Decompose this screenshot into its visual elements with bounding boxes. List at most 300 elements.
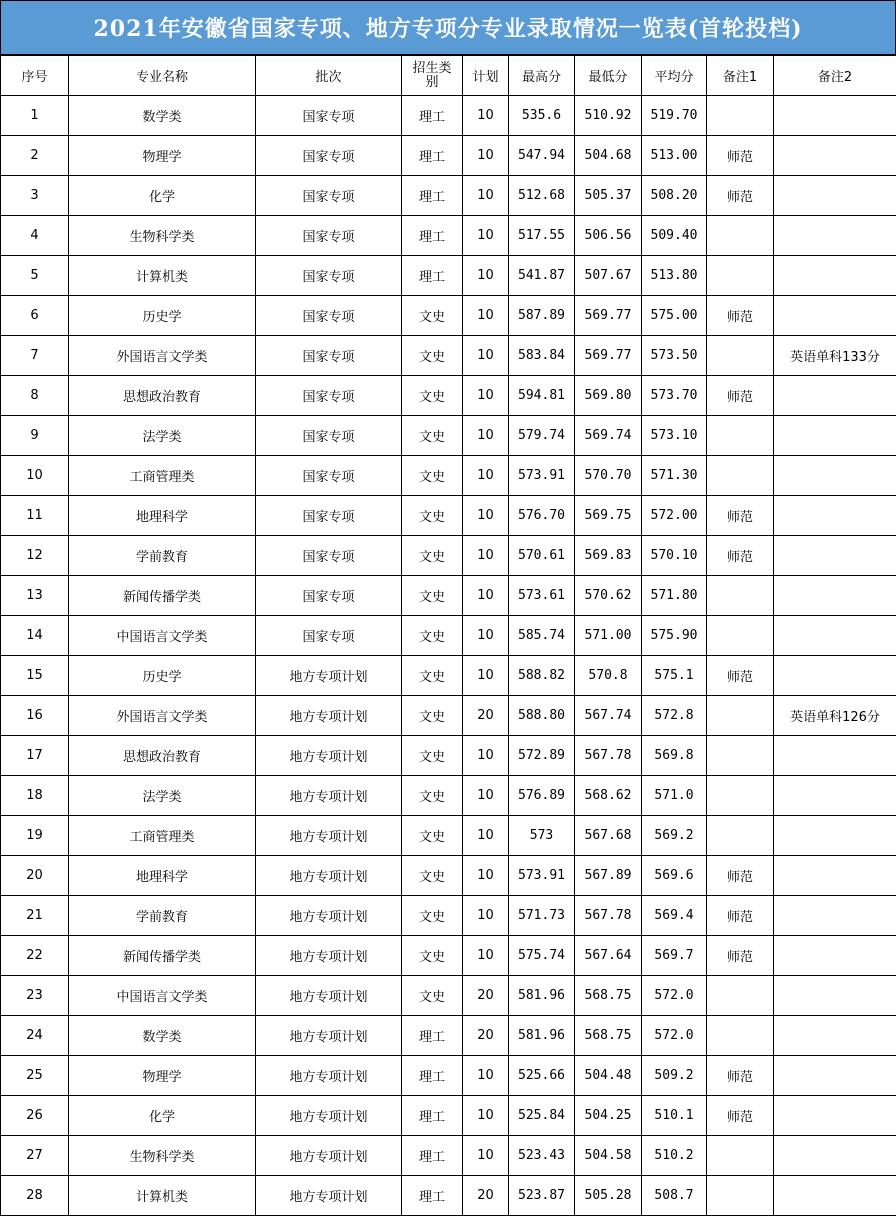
cell-category: 文史 [402,296,463,336]
cell-min-score: 505.37 [575,176,642,216]
cell-major: 法学类 [69,416,256,456]
cell-max-score: 570.61 [509,536,575,576]
cell-max-score: 523.87 [509,1176,575,1216]
cell-max-score: 587.89 [509,296,575,336]
cell-plan: 10 [463,936,509,976]
cell-plan: 20 [463,976,509,1016]
cell-batch: 国家专项 [256,136,402,176]
cell-note2 [774,1096,896,1136]
cell-max-score: 525.84 [509,1096,575,1136]
cell-note2 [774,256,896,296]
cell-category: 文史 [402,376,463,416]
cell-plan: 10 [463,376,509,416]
cell-category: 文史 [402,536,463,576]
cell-plan: 10 [463,256,509,296]
cell-category: 理工 [402,1016,463,1056]
cell-category: 理工 [402,256,463,296]
cell-plan: 10 [463,176,509,216]
table-row [1,616,896,656]
cell-plan: 20 [463,1176,509,1216]
cell-batch: 国家专项 [256,576,402,616]
cell-max-score: 573.91 [509,456,575,496]
cell-note1 [707,1016,774,1056]
cell-batch: 国家专项 [256,416,402,456]
cell-max-score: 571.73 [509,896,575,936]
cell-major: 工商管理类 [69,816,256,856]
cell-index: 27 [1,1136,69,1176]
cell-note1 [707,416,774,456]
cell-avg-score: 571.30 [642,456,707,496]
cell-min-score: 568.75 [575,1016,642,1056]
cell-note2 [774,216,896,256]
cell-min-score: 567.89 [575,856,642,896]
table-row [1,336,896,376]
cell-min-score: 570.8 [575,656,642,696]
cell-index: 22 [1,936,69,976]
cell-note2: 英语单科126分 [774,696,896,736]
cell-min-score: 507.67 [575,256,642,296]
cell-plan: 20 [463,1016,509,1056]
cell-batch: 国家专项 [256,336,402,376]
cell-min-score: 569.77 [575,296,642,336]
cell-major: 工商管理类 [69,456,256,496]
cell-note1 [707,1136,774,1176]
table-row [1,1056,896,1096]
cell-note1 [707,1176,774,1216]
cell-major: 地理科学 [69,496,256,536]
header-batch: 批次 [256,56,402,96]
cell-plan: 10 [463,576,509,616]
header-note2: 备注2 [774,56,896,96]
cell-avg-score: 513.80 [642,256,707,296]
cell-category: 文史 [402,856,463,896]
cell-plan: 10 [463,96,509,136]
cell-max-score: 588.80 [509,696,575,736]
cell-index: 23 [1,976,69,1016]
cell-max-score: 573 [509,816,575,856]
cell-category: 理工 [402,1096,463,1136]
table-row [1,416,896,456]
header-max-score: 最高分 [509,56,575,96]
cell-index: 14 [1,616,69,656]
cell-note2 [774,536,896,576]
table-row [1,216,896,256]
cell-major: 外国语言文学类 [69,336,256,376]
cell-max-score: 576.70 [509,496,575,536]
cell-major: 数学类 [69,1016,256,1056]
cell-min-score: 571.00 [575,616,642,656]
cell-batch: 地方专项计划 [256,736,402,776]
cell-category: 理工 [402,1056,463,1096]
cell-note2 [774,896,896,936]
cell-index: 6 [1,296,69,336]
cell-min-score: 569.83 [575,536,642,576]
cell-note2 [774,1136,896,1176]
cell-avg-score: 571.0 [642,776,707,816]
cell-note2: 英语单科133分 [774,336,896,376]
cell-batch: 国家专项 [256,376,402,416]
cell-avg-score: 573.10 [642,416,707,456]
cell-category: 理工 [402,176,463,216]
cell-major: 计算机类 [69,256,256,296]
cell-category: 理工 [402,216,463,256]
cell-plan: 10 [463,136,509,176]
table-row [1,896,896,936]
cell-note1 [707,336,774,376]
cell-category: 文史 [402,816,463,856]
cell-note2 [774,1056,896,1096]
cell-plan: 10 [463,456,509,496]
cell-major: 地理科学 [69,856,256,896]
cell-index: 20 [1,856,69,896]
cell-category: 文史 [402,896,463,936]
cell-index: 9 [1,416,69,456]
cell-plan: 10 [463,1096,509,1136]
header-note1: 备注1 [707,56,774,96]
header-avg-score: 平均分 [642,56,707,96]
cell-note1 [707,776,774,816]
table-row [1,976,896,1016]
cell-min-score: 504.58 [575,1136,642,1176]
cell-note1 [707,216,774,256]
cell-avg-score: 509.2 [642,1056,707,1096]
cell-major: 思想政治教育 [69,736,256,776]
cell-max-score: 517.55 [509,216,575,256]
cell-batch: 地方专项计划 [256,1056,402,1096]
cell-note1: 师范 [707,856,774,896]
cell-note1 [707,616,774,656]
cell-note2 [774,176,896,216]
cell-max-score: 585.74 [509,616,575,656]
cell-note1 [707,96,774,136]
cell-category: 文史 [402,456,463,496]
cell-batch: 地方专项计划 [256,696,402,736]
cell-note2 [774,416,896,456]
cell-batch: 地方专项计划 [256,856,402,896]
cell-note1: 师范 [707,176,774,216]
cell-major: 化学 [69,176,256,216]
cell-batch: 地方专项计划 [256,1096,402,1136]
cell-index: 24 [1,1016,69,1056]
cell-category: 文史 [402,976,463,1016]
cell-avg-score: 571.80 [642,576,707,616]
cell-major: 历史学 [69,656,256,696]
table-row [1,456,896,496]
cell-plan: 10 [463,1056,509,1096]
cell-plan: 10 [463,496,509,536]
table-row [1,696,896,736]
cell-category: 文史 [402,336,463,376]
cell-batch: 地方专项计划 [256,656,402,696]
cell-note2 [774,456,896,496]
cell-major: 历史学 [69,296,256,336]
cell-category: 文史 [402,416,463,456]
cell-max-score: 547.94 [509,136,575,176]
cell-note1: 师范 [707,1056,774,1096]
cell-max-score: 573.61 [509,576,575,616]
cell-avg-score: 575.1 [642,656,707,696]
cell-avg-score: 569.7 [642,936,707,976]
cell-batch: 国家专项 [256,456,402,496]
cell-major: 计算机类 [69,1176,256,1216]
cell-avg-score: 572.00 [642,496,707,536]
cell-major: 新闻传播学类 [69,936,256,976]
cell-note1: 师范 [707,1096,774,1136]
table-row [1,816,896,856]
cell-note1 [707,576,774,616]
cell-index: 11 [1,496,69,536]
cell-avg-score: 575.90 [642,616,707,656]
cell-plan: 10 [463,616,509,656]
cell-avg-score: 572.0 [642,976,707,1016]
cell-min-score: 567.68 [575,816,642,856]
cell-category: 理工 [402,96,463,136]
cell-min-score: 506.56 [575,216,642,256]
cell-index: 12 [1,536,69,576]
cell-max-score: 594.81 [509,376,575,416]
cell-note2 [774,936,896,976]
cell-avg-score: 513.00 [642,136,707,176]
cell-avg-score: 510.2 [642,1136,707,1176]
cell-avg-score: 569.2 [642,816,707,856]
header-index: 序号 [1,56,69,96]
cell-note2 [774,576,896,616]
cell-note2 [774,376,896,416]
cell-batch: 国家专项 [256,176,402,216]
cell-avg-score: 509.40 [642,216,707,256]
cell-avg-score: 573.70 [642,376,707,416]
table-row [1,1016,896,1056]
cell-min-score: 567.78 [575,896,642,936]
cell-min-score: 567.74 [575,696,642,736]
cell-avg-score: 573.50 [642,336,707,376]
cell-index: 28 [1,1176,69,1216]
cell-note1 [707,456,774,496]
cell-index: 4 [1,216,69,256]
cell-major: 新闻传播学类 [69,576,256,616]
cell-category: 理工 [402,136,463,176]
cell-plan: 10 [463,216,509,256]
cell-avg-score: 570.10 [642,536,707,576]
cell-major: 学前教育 [69,536,256,576]
cell-batch: 地方专项计划 [256,776,402,816]
table-row [1,1096,896,1136]
cell-note2 [774,496,896,536]
cell-plan: 10 [463,1136,509,1176]
table-row [1,536,896,576]
cell-plan: 10 [463,296,509,336]
cell-min-score: 567.64 [575,936,642,976]
cell-batch: 国家专项 [256,296,402,336]
cell-batch: 地方专项计划 [256,1016,402,1056]
cell-note2 [774,776,896,816]
cell-min-score: 505.28 [575,1176,642,1216]
cell-note1: 师范 [707,136,774,176]
cell-batch: 地方专项计划 [256,1176,402,1216]
cell-category: 文史 [402,736,463,776]
cell-plan: 10 [463,736,509,776]
cell-category: 理工 [402,1136,463,1176]
cell-plan: 10 [463,536,509,576]
cell-note1: 师范 [707,296,774,336]
cell-avg-score: 510.1 [642,1096,707,1136]
cell-min-score: 570.70 [575,456,642,496]
cell-major: 物理学 [69,136,256,176]
cell-note2 [774,656,896,696]
cell-index: 5 [1,256,69,296]
cell-note1 [707,816,774,856]
table-row [1,96,896,136]
cell-major: 物理学 [69,1056,256,1096]
cell-major: 思想政治教育 [69,376,256,416]
cell-category: 文史 [402,696,463,736]
table-row [1,776,896,816]
cell-index: 21 [1,896,69,936]
cell-major: 法学类 [69,776,256,816]
cell-min-score: 569.80 [575,376,642,416]
cell-note1: 师范 [707,656,774,696]
table-row [1,736,896,776]
cell-avg-score: 508.20 [642,176,707,216]
cell-min-score: 510.92 [575,96,642,136]
cell-plan: 10 [463,896,509,936]
cell-plan: 10 [463,776,509,816]
cell-avg-score: 519.70 [642,96,707,136]
cell-index: 10 [1,456,69,496]
table-row [1,656,896,696]
cell-index: 26 [1,1096,69,1136]
cell-max-score: 523.43 [509,1136,575,1176]
cell-note2 [774,816,896,856]
table-row [1,176,896,216]
cell-plan: 10 [463,336,509,376]
cell-plan: 10 [463,656,509,696]
cell-batch: 地方专项计划 [256,936,402,976]
cell-max-score: 525.66 [509,1056,575,1096]
cell-batch: 国家专项 [256,536,402,576]
table-row [1,1176,896,1216]
cell-index: 1 [1,96,69,136]
cell-note1 [707,256,774,296]
cell-category: 文史 [402,616,463,656]
cell-batch: 地方专项计划 [256,896,402,936]
cell-index: 7 [1,336,69,376]
cell-index: 18 [1,776,69,816]
cell-min-score: 567.78 [575,736,642,776]
cell-category: 文史 [402,496,463,536]
header-major: 专业名称 [69,56,256,96]
cell-major: 外国语言文学类 [69,696,256,736]
cell-note1: 师范 [707,376,774,416]
table-row [1,856,896,896]
admission-table [0,55,896,1216]
cell-max-score: 576.89 [509,776,575,816]
cell-avg-score: 508.7 [642,1176,707,1216]
cell-max-score: 581.96 [509,1016,575,1056]
cell-batch: 国家专项 [256,96,402,136]
cell-note1 [707,976,774,1016]
table-row [1,576,896,616]
cell-max-score: 541.87 [509,256,575,296]
cell-plan: 10 [463,856,509,896]
table-body [1,96,896,1216]
cell-batch: 地方专项计划 [256,976,402,1016]
cell-min-score: 569.77 [575,336,642,376]
cell-category: 文史 [402,576,463,616]
cell-max-score: 588.82 [509,656,575,696]
table-row [1,376,896,416]
cell-index: 8 [1,376,69,416]
cell-min-score: 569.75 [575,496,642,536]
table-row [1,1136,896,1176]
cell-plan: 20 [463,696,509,736]
cell-avg-score: 572.8 [642,696,707,736]
cell-batch: 地方专项计划 [256,1136,402,1176]
table-row [1,256,896,296]
cell-min-score: 568.62 [575,776,642,816]
cell-plan: 10 [463,816,509,856]
cell-batch: 国家专项 [256,256,402,296]
cell-note2 [774,96,896,136]
cell-index: 17 [1,736,69,776]
cell-note1: 师范 [707,936,774,976]
cell-index: 2 [1,136,69,176]
cell-category: 文史 [402,776,463,816]
cell-min-score: 504.68 [575,136,642,176]
cell-note2 [774,736,896,776]
cell-note1: 师范 [707,496,774,536]
cell-avg-score: 569.6 [642,856,707,896]
cell-major: 生物科学类 [69,216,256,256]
page-title: 2021年安徽省国家专项、地方专项分专业录取情况一览表(首轮投档) [0,0,896,55]
cell-index: 15 [1,656,69,696]
cell-max-score: 579.74 [509,416,575,456]
cell-min-score: 569.74 [575,416,642,456]
cell-avg-score: 569.4 [642,896,707,936]
cell-index: 25 [1,1056,69,1096]
header-category: 招生类别 [402,56,463,96]
cell-major: 生物科学类 [69,1136,256,1176]
cell-note2 [774,856,896,896]
table-header-row [1,56,896,96]
cell-major: 化学 [69,1096,256,1136]
table-row [1,496,896,536]
cell-max-score: 581.96 [509,976,575,1016]
cell-min-score: 504.48 [575,1056,642,1096]
cell-major: 中国语言文学类 [69,976,256,1016]
cell-note2 [774,1016,896,1056]
cell-batch: 国家专项 [256,216,402,256]
header-plan: 计划 [463,56,509,96]
header-min-score: 最低分 [575,56,642,96]
cell-min-score: 570.62 [575,576,642,616]
cell-min-score: 568.75 [575,976,642,1016]
cell-major: 学前教育 [69,896,256,936]
cell-max-score: 572.89 [509,736,575,776]
cell-note1 [707,736,774,776]
cell-plan: 10 [463,416,509,456]
cell-max-score: 575.74 [509,936,575,976]
cell-note2 [774,616,896,656]
cell-note1 [707,696,774,736]
cell-index: 13 [1,576,69,616]
cell-batch: 国家专项 [256,496,402,536]
cell-max-score: 512.68 [509,176,575,216]
cell-avg-score: 569.8 [642,736,707,776]
table-row [1,296,896,336]
cell-major: 数学类 [69,96,256,136]
cell-index: 16 [1,696,69,736]
